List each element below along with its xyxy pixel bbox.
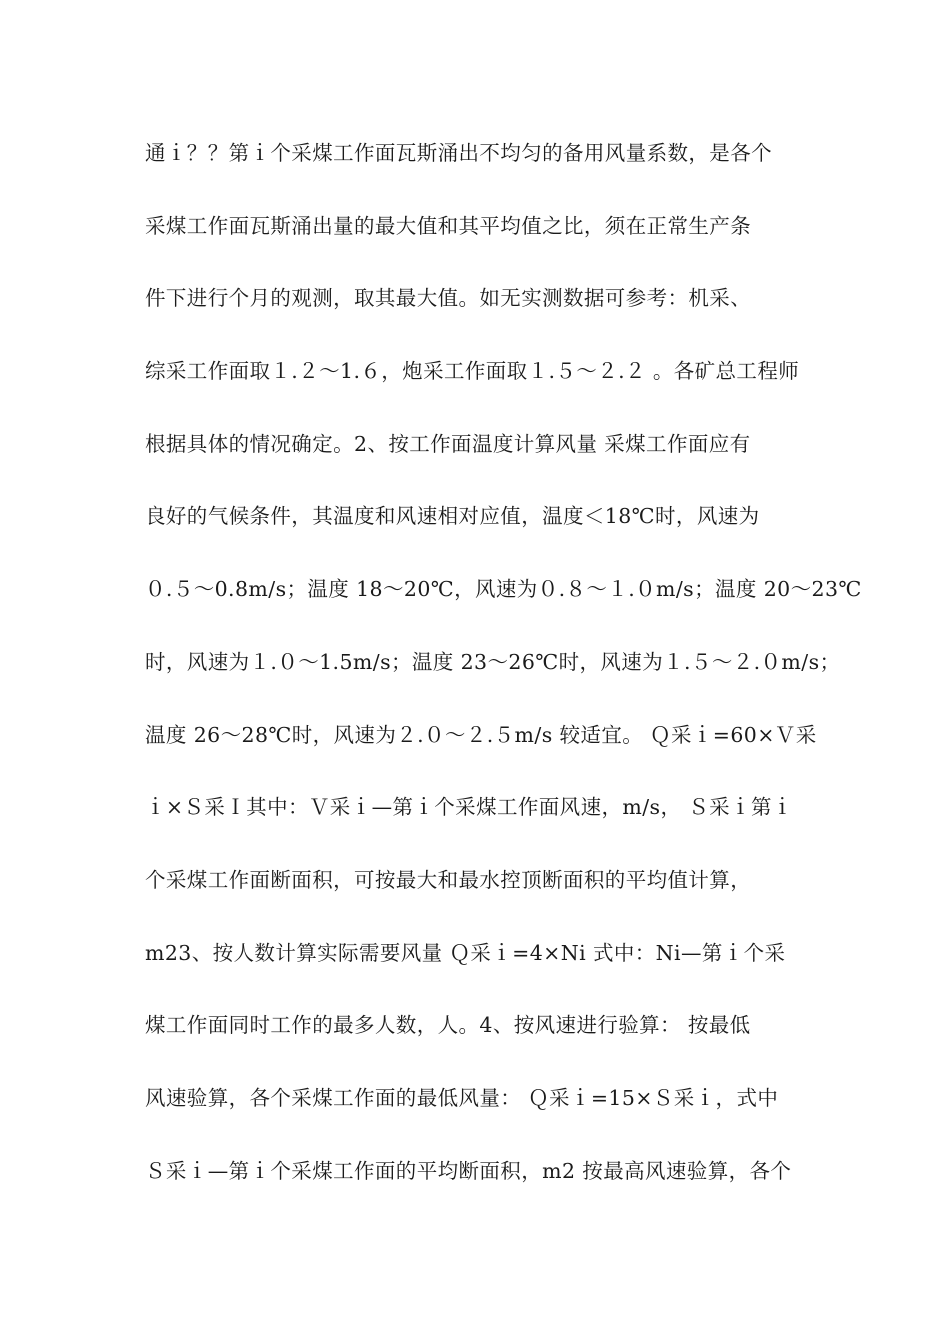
text-line: 综采工作面取１.２～1.６，炮采工作面取１.５～２.２ 。各矿总工程师	[145, 359, 800, 384]
text-line: 良好的气候条件，其温度和风速相对应值，温度＜18℃时，风速为	[145, 504, 760, 529]
text-line: 采煤工作面瓦斯涌出量的最大值和其平均值之比，须在正常生产条	[145, 213, 752, 238]
text-line: 煤工作面同时工作的最多人数，人。4、按风速进行验算： 按最低	[145, 1013, 751, 1038]
text-line: Ｓ采ｉ—第ｉ个采煤工作面的平均断面积，m2 按最高风速验算，各个	[145, 1158, 792, 1183]
text-line: 通ｉ？？第ｉ个采煤工作面瓦斯涌出不均匀的备用风量系数，是各个	[145, 141, 772, 165]
text-line: 根据具体的情况确定。2、按工作面温度计算风量 采煤工作面应有	[145, 431, 751, 456]
text-line: ｉ×Ｓ采Ｉ其中：Ｖ采ｉ—第ｉ个采煤工作面风速，m/s， Ｓ采ｉ第ｉ	[145, 795, 793, 820]
text-line: 风速验算，各个采煤工作面的最低风量： Ｑ采ｉ=15×Ｓ采ｉ，式中	[145, 1085, 779, 1110]
text-line: m23、按人数计算实际需要风量 Ｑ采ｉ=4×Ni 式中：Ni—第ｉ个采	[145, 940, 786, 965]
text-line: 温度 26～28℃时，风速为２.０～２.５m/s 较适宜。 Ｑ采ｉ=60×Ｖ采	[145, 722, 817, 747]
text-line: 件下进行个月的观测，取其最大值。如无实测数据可参考：机采、	[145, 286, 752, 311]
text-line: ０.５～0.8m/s；温度 18～20℃，风速为０.８～１.０m/s；温度 20～23℃	[145, 577, 862, 602]
text-line: 时，风速为１.０～1.5m/s；温度 23～26℃时，风速为１.５～２.０m/s；	[145, 649, 841, 674]
body-text	[145, 130, 862, 1220]
text-line: 个采煤工作面断面积，可按最大和最水控顶断面积的平均值计算，	[145, 867, 752, 892]
